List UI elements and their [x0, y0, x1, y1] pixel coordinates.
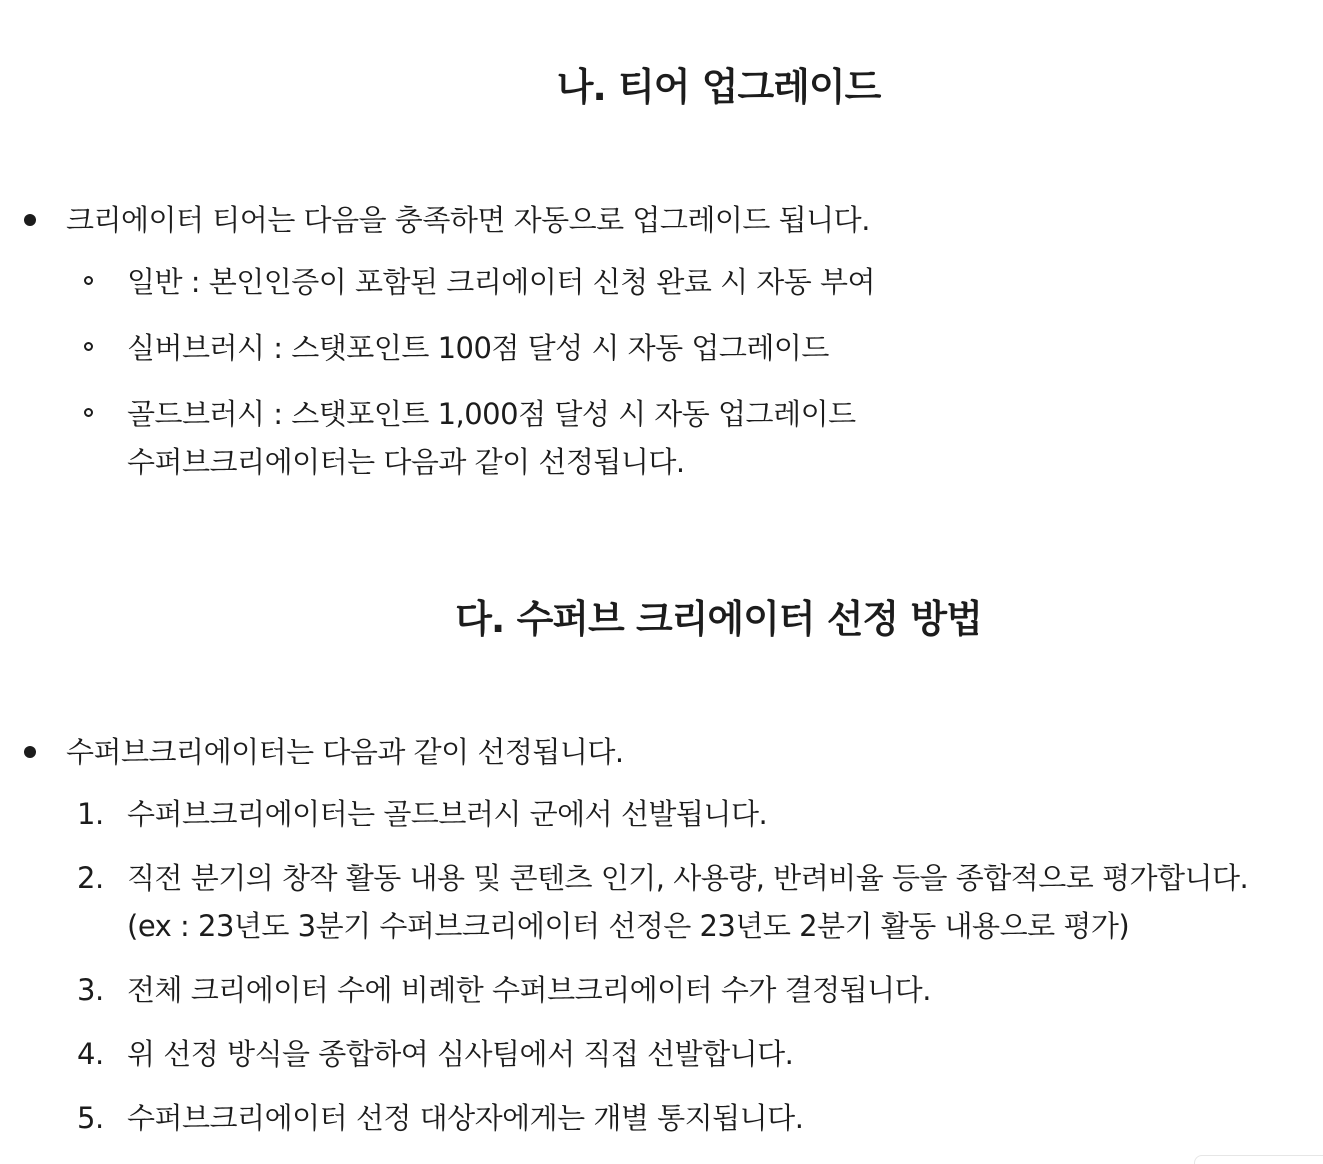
section-title-tier-upgrade: 나. 티어 업그레이드 — [556, 65, 881, 109]
ordered-item-text: 전체 크리에이터 수에 비례한 수퍼브크리에이터 수가 결정됩니다. — [127, 973, 931, 1007]
sub-list-item-text: 일반 : 본인인증이 포함된 크리에이터 신청 완료 시 자동 부여 — [127, 265, 876, 299]
ordered-item-text: 수퍼브크리에이터 선정 대상자에게는 개별 통지됩니다. — [127, 1101, 804, 1135]
section-title-superb-selection: 다. 수퍼브 크리에이터 선정 방법 — [455, 597, 982, 641]
ordered-item-note: (ex : 23년도 3분기 수퍼브크리에이터 선정은 23년도 2분기 활동 내용으로 평가) — [127, 909, 1130, 943]
list-number: 1. — [77, 797, 104, 831]
ordered-item-text: 수퍼브크리에이터는 골드브러시 군에서 선발됩니다. — [127, 797, 768, 831]
bullet-circle-icon — [84, 276, 93, 285]
list-number: 5. — [77, 1101, 104, 1135]
sub-list-item-text: 실버브러시 : 스탯포인트 100점 달성 시 자동 업그레이드 — [127, 331, 829, 365]
ordered-item-text: 위 선정 방식을 종합하여 심사팀에서 직접 선발합니다. — [127, 1037, 794, 1071]
bullet-circle-icon — [84, 342, 93, 351]
ordered-item-text: 직전 분기의 창작 활동 내용 및 콘텐츠 인기, 사용량, 반려비율 등을 종합적으로 평가합니다. — [127, 861, 1249, 895]
bullet-circle-icon — [84, 408, 93, 417]
scroll-corner-edge — [1194, 1155, 1323, 1164]
list-item-text: 수퍼브크리에이터는 다음과 같이 선정됩니다. — [66, 735, 624, 769]
bullet-disc-icon — [24, 214, 36, 226]
continuation-text: 수퍼브크리에이터는 다음과 같이 선정됩니다. — [127, 445, 685, 479]
list-item-text: 크리에이터 티어는 다음을 충족하면 자동으로 업그레이드 됩니다. — [66, 203, 870, 237]
sub-list-item-text: 골드브러시 : 스탯포인트 1,000점 달성 시 자동 업그레이드 — [127, 397, 856, 431]
list-number: 2. — [77, 861, 104, 895]
list-number: 3. — [77, 973, 104, 1007]
bullet-disc-icon — [24, 746, 36, 758]
list-number: 4. — [77, 1037, 104, 1071]
